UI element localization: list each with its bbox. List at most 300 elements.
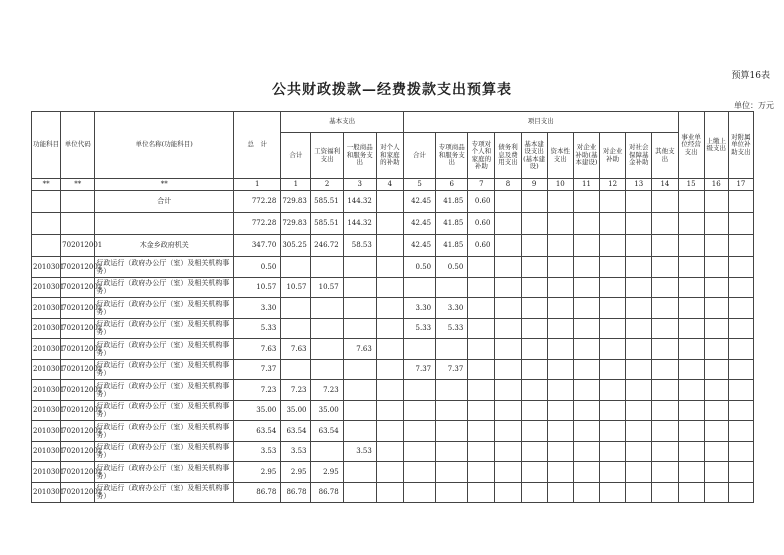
index-cell: 2 bbox=[311, 179, 343, 191]
cell-b-total: 10.57 bbox=[281, 277, 311, 298]
cell-empty bbox=[573, 191, 599, 213]
cell-name bbox=[95, 213, 234, 235]
cell-empty bbox=[547, 277, 573, 298]
cell-empty bbox=[600, 298, 626, 319]
cell-empty bbox=[521, 400, 547, 421]
cell-empty bbox=[652, 482, 678, 503]
table-row bbox=[32, 235, 754, 257]
cell-b-total: 2.95 bbox=[281, 462, 311, 483]
header-unit-name: 单位名称(功能科目) bbox=[95, 112, 234, 179]
cell-empty bbox=[678, 359, 704, 380]
cell-b-total: 305.25 bbox=[281, 235, 311, 257]
cell-empty bbox=[678, 482, 704, 503]
cell-empty bbox=[728, 235, 753, 257]
cell-empty bbox=[704, 421, 728, 442]
cell-empty bbox=[728, 421, 753, 442]
cell-p-goods: 5.33 bbox=[436, 318, 468, 339]
cell-empty bbox=[547, 339, 573, 360]
cell-name: 行政运行（政府办公厅（室）及相关机构事务） bbox=[95, 482, 234, 503]
cell-empty bbox=[626, 400, 652, 421]
cell-empty bbox=[521, 213, 547, 235]
header-func-code: 功能科目 bbox=[32, 112, 61, 179]
cell-empty bbox=[521, 318, 547, 339]
cell-empty bbox=[495, 339, 521, 360]
cell-b-salary bbox=[311, 359, 343, 380]
index-cell: 1 bbox=[281, 179, 311, 191]
cell-empty bbox=[495, 298, 521, 319]
cell-empty bbox=[652, 359, 678, 380]
cell-code: 702012001 bbox=[61, 277, 95, 298]
cell-empty bbox=[547, 380, 573, 401]
cell-empty bbox=[678, 235, 704, 257]
cell-func: 2010301 bbox=[32, 359, 61, 380]
cell-p-goods bbox=[436, 441, 468, 462]
cell-p-goods: 7.37 bbox=[436, 359, 468, 380]
cell-total: 7.37 bbox=[234, 359, 281, 380]
index-cell: ** bbox=[32, 179, 61, 191]
cell-total: 35.00 bbox=[234, 400, 281, 421]
cell-func: 2010301 bbox=[32, 482, 61, 503]
index-cell: 17 bbox=[728, 179, 753, 191]
cell-empty bbox=[704, 213, 728, 235]
cell-b-salary bbox=[311, 339, 343, 360]
cell-name: 行政运行（政府办公厅（室）及相关机构事务） bbox=[95, 400, 234, 421]
cell-b-salary: 7.23 bbox=[311, 380, 343, 401]
cell-code: 702012001 bbox=[61, 421, 95, 442]
cell-b-goods bbox=[343, 257, 376, 278]
cell-b-total: 3.53 bbox=[281, 441, 311, 462]
cell-p-total bbox=[403, 482, 435, 503]
header-p-capital: 基本建设支出(基本建设) bbox=[521, 133, 547, 179]
cell-empty bbox=[728, 441, 753, 462]
cell-empty bbox=[521, 235, 547, 257]
cell-empty bbox=[704, 359, 728, 380]
index-cell: 9 bbox=[521, 179, 547, 191]
cell-code: 702012001 bbox=[61, 441, 95, 462]
cell-p-goods: 41.85 bbox=[436, 235, 468, 257]
cell-empty bbox=[626, 235, 652, 257]
cell-name: 行政运行（政府办公厅（室）及相关机构事务） bbox=[95, 462, 234, 483]
cell-empty bbox=[728, 318, 753, 339]
cell-name: 合计 bbox=[95, 191, 234, 213]
cell-empty bbox=[495, 421, 521, 442]
cell-p-goods bbox=[436, 400, 468, 421]
cell-b-personal bbox=[376, 213, 403, 235]
index-row bbox=[32, 179, 754, 191]
cell-code: 702012001 bbox=[61, 339, 95, 360]
cell-p-personal bbox=[468, 482, 495, 503]
table-row bbox=[32, 213, 754, 235]
cell-empty bbox=[573, 441, 599, 462]
cell-total: 7.63 bbox=[234, 339, 281, 360]
cell-empty bbox=[600, 482, 626, 503]
cell-func bbox=[32, 191, 61, 213]
cell-empty bbox=[573, 421, 599, 442]
cell-empty bbox=[547, 235, 573, 257]
cell-p-goods: 41.85 bbox=[436, 191, 468, 213]
cell-empty bbox=[547, 257, 573, 278]
cell-func: 2010301 bbox=[32, 298, 61, 319]
cell-empty bbox=[626, 482, 652, 503]
cell-code: 702012001 bbox=[61, 462, 95, 483]
cell-b-personal bbox=[376, 235, 403, 257]
cell-empty bbox=[626, 339, 652, 360]
cell-b-goods: 144.32 bbox=[343, 213, 376, 235]
header-basic: 基本支出 bbox=[281, 112, 404, 133]
cell-b-goods bbox=[343, 277, 376, 298]
cell-empty bbox=[678, 318, 704, 339]
header-row-1 bbox=[32, 112, 754, 133]
cell-total: 772.28 bbox=[234, 213, 281, 235]
cell-b-salary: 246.72 bbox=[311, 235, 343, 257]
cell-total: 2.95 bbox=[234, 462, 281, 483]
cell-b-salary: 585.51 bbox=[311, 191, 343, 213]
cell-empty bbox=[626, 380, 652, 401]
cell-empty bbox=[728, 191, 753, 213]
cell-empty bbox=[652, 191, 678, 213]
cell-empty bbox=[600, 339, 626, 360]
cell-code: 702012001 bbox=[61, 400, 95, 421]
cell-func: 2010301 bbox=[32, 318, 61, 339]
cell-empty bbox=[521, 339, 547, 360]
cell-func: 2010301 bbox=[32, 277, 61, 298]
header-b-salary: 工资福利支出 bbox=[311, 133, 343, 179]
cell-p-goods bbox=[436, 339, 468, 360]
cell-b-goods: 3.53 bbox=[343, 441, 376, 462]
cell-empty bbox=[573, 277, 599, 298]
cell-p-total: 42.45 bbox=[403, 191, 435, 213]
cell-p-personal bbox=[468, 257, 495, 278]
cell-name: 行政运行（政府办公厅（室）及相关机构事务） bbox=[95, 318, 234, 339]
cell-empty bbox=[547, 462, 573, 483]
page-title: 公共财政拨款—经费拨款支出预算表 bbox=[272, 82, 512, 98]
cell-func bbox=[32, 235, 61, 257]
table-row bbox=[32, 400, 754, 421]
cell-empty bbox=[678, 277, 704, 298]
cell-name: 行政运行（政府办公厅（室）及相关机构事务） bbox=[95, 339, 234, 360]
cell-b-personal bbox=[376, 191, 403, 213]
header-p-goods: 专项商品和服务支出 bbox=[436, 133, 468, 179]
cell-b-total: 86.78 bbox=[281, 482, 311, 503]
cell-empty bbox=[600, 191, 626, 213]
cell-empty bbox=[704, 482, 728, 503]
header-lower: 对附属单位补助支出 bbox=[728, 112, 753, 179]
table-row bbox=[32, 441, 754, 462]
cell-b-total bbox=[281, 359, 311, 380]
cell-p-personal bbox=[468, 298, 495, 319]
cell-empty bbox=[547, 318, 573, 339]
cell-p-personal: 0.60 bbox=[468, 213, 495, 235]
cell-b-personal bbox=[376, 277, 403, 298]
cell-p-total: 3.30 bbox=[403, 298, 435, 319]
cell-code: 702012001 bbox=[61, 235, 95, 257]
cell-empty bbox=[600, 277, 626, 298]
cell-func: 2010301 bbox=[32, 380, 61, 401]
header-b-total: 合计 bbox=[281, 133, 311, 179]
index-cell: 3 bbox=[343, 179, 376, 191]
cell-b-salary: 35.00 bbox=[311, 400, 343, 421]
cell-empty bbox=[728, 359, 753, 380]
cell-p-goods bbox=[436, 462, 468, 483]
cell-b-total bbox=[281, 257, 311, 278]
index-cell: 15 bbox=[678, 179, 704, 191]
cell-code bbox=[61, 213, 95, 235]
header-p-debt: 债务利息及费用支出 bbox=[495, 133, 521, 179]
cell-empty bbox=[704, 339, 728, 360]
cell-total: 347.70 bbox=[234, 235, 281, 257]
cell-total: 63.54 bbox=[234, 421, 281, 442]
cell-name: 行政运行（政府办公厅（室）及相关机构事务） bbox=[95, 257, 234, 278]
cell-p-goods: 0.50 bbox=[436, 257, 468, 278]
cell-p-total: 5.33 bbox=[403, 318, 435, 339]
cell-b-goods bbox=[343, 380, 376, 401]
cell-empty bbox=[521, 380, 547, 401]
cell-b-total: 7.23 bbox=[281, 380, 311, 401]
cell-empty bbox=[495, 318, 521, 339]
cell-empty bbox=[678, 421, 704, 442]
cell-empty bbox=[678, 339, 704, 360]
table-row bbox=[32, 482, 754, 503]
cell-empty bbox=[495, 191, 521, 213]
cell-empty bbox=[704, 380, 728, 401]
index-cell: 5 bbox=[403, 179, 435, 191]
cell-b-goods: 58.53 bbox=[343, 235, 376, 257]
cell-empty bbox=[547, 191, 573, 213]
cell-empty bbox=[521, 359, 547, 380]
cell-code: 702012001 bbox=[61, 359, 95, 380]
cell-empty bbox=[600, 359, 626, 380]
cell-empty bbox=[600, 421, 626, 442]
cell-empty bbox=[547, 359, 573, 380]
index-cell: 12 bbox=[600, 179, 626, 191]
cell-empty bbox=[704, 462, 728, 483]
header-total: 总 计 bbox=[234, 112, 281, 179]
cell-b-personal bbox=[376, 462, 403, 483]
cell-b-goods: 144.32 bbox=[343, 191, 376, 213]
cell-name: 行政运行（政府办公厅（室）及相关机构事务） bbox=[95, 277, 234, 298]
cell-p-total bbox=[403, 380, 435, 401]
cell-empty bbox=[728, 339, 753, 360]
cell-empty bbox=[600, 318, 626, 339]
header-unit-code: 单位代码 bbox=[61, 112, 95, 179]
cell-empty bbox=[600, 400, 626, 421]
table-row bbox=[32, 359, 754, 380]
cell-empty bbox=[678, 191, 704, 213]
cell-empty bbox=[600, 213, 626, 235]
cell-p-personal bbox=[468, 359, 495, 380]
cell-empty bbox=[600, 380, 626, 401]
cell-empty bbox=[678, 298, 704, 319]
cell-b-salary bbox=[311, 441, 343, 462]
cell-func: 2010301 bbox=[32, 339, 61, 360]
index-cell: 6 bbox=[436, 179, 468, 191]
cell-empty bbox=[521, 191, 547, 213]
cell-p-goods bbox=[436, 421, 468, 442]
index-cell: 16 bbox=[704, 179, 728, 191]
cell-p-personal bbox=[468, 339, 495, 360]
cell-p-total: 0.50 bbox=[403, 257, 435, 278]
cell-empty bbox=[521, 482, 547, 503]
index-cell: 13 bbox=[626, 179, 652, 191]
cell-empty bbox=[573, 380, 599, 401]
cell-b-goods bbox=[343, 400, 376, 421]
cell-p-personal bbox=[468, 277, 495, 298]
cell-b-salary bbox=[311, 257, 343, 278]
cell-empty bbox=[652, 257, 678, 278]
cell-b-salary: 86.78 bbox=[311, 482, 343, 503]
cell-empty bbox=[704, 257, 728, 278]
cell-empty bbox=[547, 421, 573, 442]
cell-empty bbox=[678, 257, 704, 278]
cell-name: 行政运行（政府办公厅（室）及相关机构事务） bbox=[95, 421, 234, 442]
cell-empty bbox=[521, 421, 547, 442]
cell-empty bbox=[652, 421, 678, 442]
cell-empty bbox=[728, 277, 753, 298]
cell-empty bbox=[600, 462, 626, 483]
cell-empty bbox=[626, 421, 652, 442]
cell-p-goods: 41.85 bbox=[436, 213, 468, 235]
cell-empty bbox=[728, 482, 753, 503]
cell-p-personal bbox=[468, 380, 495, 401]
cell-b-total: 35.00 bbox=[281, 400, 311, 421]
cell-b-goods bbox=[343, 318, 376, 339]
cell-b-personal bbox=[376, 298, 403, 319]
cell-p-personal bbox=[468, 441, 495, 462]
cell-func bbox=[32, 213, 61, 235]
cell-empty bbox=[652, 298, 678, 319]
cell-total: 3.53 bbox=[234, 441, 281, 462]
cell-empty bbox=[495, 257, 521, 278]
cell-empty bbox=[495, 441, 521, 462]
cell-empty bbox=[573, 400, 599, 421]
table-row bbox=[32, 380, 754, 401]
cell-empty bbox=[626, 191, 652, 213]
cell-name: 行政运行（政府办公厅（室）及相关机构事务） bbox=[95, 359, 234, 380]
cell-empty bbox=[495, 482, 521, 503]
cell-empty bbox=[521, 298, 547, 319]
cell-empty bbox=[495, 277, 521, 298]
cell-b-goods: 7.63 bbox=[343, 339, 376, 360]
cell-empty bbox=[547, 400, 573, 421]
cell-empty bbox=[573, 235, 599, 257]
cell-b-personal bbox=[376, 380, 403, 401]
cell-b-goods bbox=[343, 462, 376, 483]
cell-p-goods bbox=[436, 277, 468, 298]
header-upper: 上缴上级支出 bbox=[704, 112, 728, 179]
cell-code bbox=[61, 191, 95, 213]
table-row bbox=[32, 277, 754, 298]
cell-empty bbox=[626, 298, 652, 319]
cell-empty bbox=[573, 339, 599, 360]
cell-total: 86.78 bbox=[234, 482, 281, 503]
cell-b-salary: 2.95 bbox=[311, 462, 343, 483]
cell-b-goods bbox=[343, 482, 376, 503]
cell-code: 702012001 bbox=[61, 482, 95, 503]
cell-p-total bbox=[403, 277, 435, 298]
cell-empty bbox=[600, 235, 626, 257]
cell-total: 7.23 bbox=[234, 380, 281, 401]
cell-b-personal bbox=[376, 257, 403, 278]
cell-empty bbox=[626, 359, 652, 380]
table-row bbox=[32, 191, 754, 213]
cell-p-total: 7.37 bbox=[403, 359, 435, 380]
cell-func: 2010301 bbox=[32, 462, 61, 483]
table-row bbox=[32, 257, 754, 278]
cell-empty bbox=[521, 462, 547, 483]
index-cell: 8 bbox=[495, 179, 521, 191]
header-p-other: 其他支出 bbox=[652, 133, 678, 179]
table-row bbox=[32, 421, 754, 442]
cell-p-personal bbox=[468, 400, 495, 421]
cell-b-personal bbox=[376, 339, 403, 360]
cell-total: 772.28 bbox=[234, 191, 281, 213]
cell-p-total bbox=[403, 339, 435, 360]
cell-b-salary bbox=[311, 298, 343, 319]
cell-p-goods bbox=[436, 380, 468, 401]
cell-empty bbox=[728, 213, 753, 235]
cell-b-total bbox=[281, 318, 311, 339]
cell-empty bbox=[728, 462, 753, 483]
cell-p-total bbox=[403, 441, 435, 462]
cell-code: 702012001 bbox=[61, 318, 95, 339]
cell-p-personal: 0.60 bbox=[468, 191, 495, 213]
cell-empty bbox=[652, 400, 678, 421]
cell-p-personal: 0.60 bbox=[468, 235, 495, 257]
cell-func: 2010301 bbox=[32, 441, 61, 462]
cell-b-personal bbox=[376, 482, 403, 503]
header-p-personal: 专项对个人和家庭的补助 bbox=[468, 133, 495, 179]
index-cell: 4 bbox=[376, 179, 403, 191]
cell-func: 2010301 bbox=[32, 421, 61, 442]
cell-empty bbox=[652, 380, 678, 401]
cell-empty bbox=[600, 441, 626, 462]
cell-empty bbox=[573, 257, 599, 278]
header-dept-op: 事业单位经营支出 bbox=[678, 112, 704, 179]
cell-b-salary: 10.57 bbox=[311, 277, 343, 298]
cell-b-goods bbox=[343, 359, 376, 380]
cell-empty bbox=[573, 359, 599, 380]
header-p-enterprise2: 对企业补助 bbox=[600, 133, 626, 179]
cell-empty bbox=[547, 482, 573, 503]
cell-empty bbox=[495, 235, 521, 257]
cell-empty bbox=[573, 298, 599, 319]
cell-empty bbox=[678, 380, 704, 401]
cell-empty bbox=[521, 441, 547, 462]
cell-name: 行政运行（政府办公厅（室）及相关机构事务） bbox=[95, 298, 234, 319]
cell-empty bbox=[704, 318, 728, 339]
cell-empty bbox=[678, 213, 704, 235]
cell-empty bbox=[626, 277, 652, 298]
budget-table bbox=[31, 111, 754, 503]
cell-p-personal bbox=[468, 318, 495, 339]
cell-code: 702012001 bbox=[61, 298, 95, 319]
cell-p-total: 42.45 bbox=[403, 213, 435, 235]
cell-name: 木金乡政府机关 bbox=[95, 235, 234, 257]
cell-empty bbox=[626, 462, 652, 483]
cell-name: 行政运行（政府办公厅（室）及相关机构事务） bbox=[95, 441, 234, 462]
cell-empty bbox=[573, 213, 599, 235]
cell-empty bbox=[495, 400, 521, 421]
form-number: 预算16表 bbox=[731, 71, 770, 81]
header-p-enterprise: 对企业补助(基本建设) bbox=[573, 133, 599, 179]
cell-empty bbox=[652, 318, 678, 339]
cell-empty bbox=[652, 462, 678, 483]
table-row bbox=[32, 339, 754, 360]
cell-b-salary: 63.54 bbox=[311, 421, 343, 442]
cell-empty bbox=[521, 277, 547, 298]
cell-empty bbox=[704, 277, 728, 298]
cell-b-total: 63.54 bbox=[281, 421, 311, 442]
